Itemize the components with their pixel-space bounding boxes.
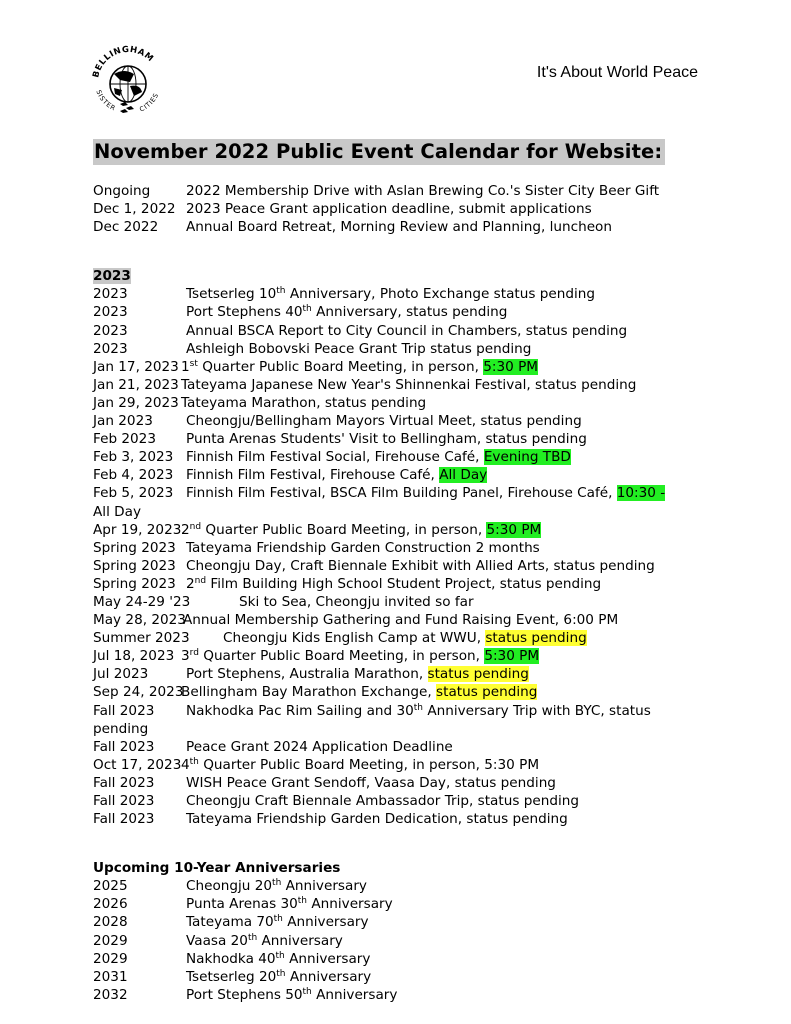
anniversary-text: Port Stephens 50th Anniversary <box>186 986 398 1003</box>
event-text: 4th Quarter Public Board Meeting, in person, 5:30 PM <box>181 756 540 773</box>
event-date: Spring 2023 <box>93 575 176 592</box>
event-text: 1st Quarter Public Board Meeting, in person, 5:30 PM <box>181 358 539 375</box>
anniversary-text: Punta Arenas 30th Anniversary <box>186 896 393 913</box>
event-date: Jul 18, 2023 <box>93 648 175 665</box>
event-text: Tateyama Friendship Garden Dedication, status pending <box>186 811 568 828</box>
event-text: Nakhodka Pac Rim Sailing and 30th Anniversary Trip with BYC, status <box>186 702 651 719</box>
time-highlight: Evening TBD <box>483 449 571 466</box>
event-date: Feb 2023 <box>93 431 156 448</box>
list-item <box>93 182 703 200</box>
event-text: 2022 Membership Drive with Aslan Brewing Co.'s Sister City Beer Gift <box>186 183 660 199</box>
event-text: 2023 Peace Grant application deadline, submit applications <box>186 201 592 218</box>
list-item <box>93 303 703 321</box>
list-item <box>93 611 703 629</box>
event-text: Tateyama Friendship Garden Construction 2 months <box>186 539 540 556</box>
event-text: Cheongju Kids English Camp at WWU, status pending <box>223 630 587 647</box>
section-title: 2023 <box>93 268 131 285</box>
anniversary-year: 2029 <box>93 932 128 949</box>
event-date: 2023 <box>93 340 128 357</box>
list-item <box>93 647 703 665</box>
event-text-continued: All Day <box>93 503 142 520</box>
list-item <box>93 466 703 484</box>
event-date: 2023 <box>93 304 128 321</box>
anniversary-year: 2028 <box>93 914 128 931</box>
event-text: 3rd Quarter Public Board Meeting, in person, 5:30 PM <box>181 648 540 665</box>
event-date: 2023 <box>93 286 128 303</box>
section-heading-anniversaries <box>93 859 703 877</box>
logo-bottom-left-text: SISTER <box>94 88 118 113</box>
status-highlight: status pending <box>427 666 529 683</box>
list-item <box>93 557 703 575</box>
event-text: Cheongju/Bellingham Mayors Virtual Meet, status pending <box>186 413 582 430</box>
event-text: WISH Peace Grant Sendoff, Vaasa Day, status pending <box>186 774 556 791</box>
status-highlight: status pending <box>485 630 587 647</box>
list-item <box>93 738 703 756</box>
anniversary-year: 2029 <box>93 950 128 967</box>
list-item <box>93 575 703 593</box>
event-calendar <box>93 182 703 1004</box>
event-text: Finnish Film Festival, Firehouse Café, All Day <box>186 467 488 484</box>
section-title: Upcoming 10-Year Anniversaries <box>93 860 341 877</box>
event-text: Annual Board Retreat, Morning Review and Planning, luncheon <box>186 219 612 236</box>
list-item <box>93 810 703 828</box>
anniversary-text: Tateyama 70th Anniversary <box>186 914 369 931</box>
list-item <box>93 702 703 720</box>
time-highlight: 5:30 PM <box>486 521 542 538</box>
event-text: Finnish Film Festival Social, Firehouse Café, Evening TBD <box>186 449 571 466</box>
event-text: Peace Grant 2024 Application Deadline <box>186 738 453 755</box>
event-text: Tsetserleg 10th Anniversary, Photo Exchange status pending <box>186 286 596 303</box>
event-date: May 28, 2023 <box>93 612 186 629</box>
list-item <box>93 218 703 236</box>
time-highlight: 5:30 PM <box>483 358 539 375</box>
anniversary-text: Cheongju 20th Anniversary <box>186 878 367 895</box>
anniversary-text: Tsetserleg 20th Anniversary <box>186 968 372 985</box>
event-date: Apr 19, 2023 <box>93 521 182 538</box>
list-item <box>93 448 703 466</box>
list-item <box>93 521 703 539</box>
event-date: Fall 2023 <box>93 702 155 719</box>
event-text: 2nd Quarter Public Board Meeting, in person, 5:30 PM <box>181 521 542 538</box>
anniversary-year: 2026 <box>93 896 128 913</box>
list-item <box>93 986 703 1004</box>
list-item <box>93 285 703 303</box>
event-text: Bellingham Bay Marathon Exchange, status pending <box>181 684 538 701</box>
event-date: Dec 2022 <box>93 219 159 236</box>
anniversary-year: 2025 <box>93 878 128 895</box>
event-date: Fall 2023 <box>93 793 155 809</box>
event-date: Fall 2023 <box>93 774 155 791</box>
list-item <box>93 358 703 376</box>
list-item <box>93 913 703 931</box>
list-item <box>93 792 703 810</box>
list-item <box>93 394 703 412</box>
event-text: Ashleigh Bobovski Peace Grant Trip status pending <box>186 340 532 357</box>
event-text: Tateyama Japanese New Year's Shinnenkai Festival, status pending <box>181 376 637 393</box>
logo-bottom-right-text: CITIES <box>138 91 161 114</box>
event-text: Tateyama Marathon, status pending <box>181 394 427 411</box>
event-text: Annual BSCA Report to City Council in Chambers, status pending <box>186 322 628 339</box>
time-highlight: 5:30 PM <box>484 648 540 665</box>
status-highlight: status pending <box>436 684 538 701</box>
event-date: Jan 2023 <box>93 413 153 430</box>
event-text-continued: pending <box>93 720 149 737</box>
list-item <box>93 950 703 968</box>
list-item <box>93 200 703 218</box>
event-text: Punta Arenas Students' Visit to Bellingham, status pending <box>186 431 587 448</box>
event-date: Spring 2023 <box>93 557 176 574</box>
list-item <box>93 376 703 394</box>
event-date: May 24-29 '23 <box>93 593 191 610</box>
event-date: Oct 17, 2023 <box>93 756 182 773</box>
list-item <box>93 756 703 774</box>
anniversary-year: 2031 <box>93 968 128 985</box>
list-item <box>93 683 703 701</box>
event-date: Feb 5, 2023 <box>93 485 174 502</box>
section-heading-2023 <box>93 267 703 285</box>
list-item <box>93 968 703 986</box>
list-item <box>93 774 703 792</box>
event-date: Feb 4, 2023 <box>93 467 174 484</box>
event-date: 2023 <box>93 322 128 339</box>
event-date: Jan 29, 2023 <box>93 394 179 411</box>
event-text: Annual Membership Gathering and Fund Raising Event, 6:00 PM <box>183 612 619 629</box>
event-text: Cheongju Day, Craft Biennale Exhibit with Allied Arts, status pending <box>186 557 655 574</box>
event-date: Jan 17, 2023 <box>93 358 179 375</box>
anniversary-year: 2032 <box>93 986 128 1003</box>
list-item <box>93 484 703 502</box>
logo-top-text: BELLINGHAM <box>91 44 156 79</box>
anniversary-text: Vaasa 20th Anniversary <box>186 932 343 949</box>
list-item <box>93 322 703 340</box>
list-item-continuation <box>93 503 703 521</box>
event-date: Jul 2023 <box>93 666 149 683</box>
event-date: Jan 21, 2023 <box>93 376 179 393</box>
event-date: Spring 2023 <box>93 539 176 556</box>
time-highlight: All Day <box>439 467 488 484</box>
event-date: Feb 3, 2023 <box>93 449 174 466</box>
event-text: Port Stephens 40th Anniversary, status pending <box>186 304 508 321</box>
list-item <box>93 895 703 913</box>
event-text: Cheongju Craft Biennale Ambassador Trip, status pending <box>186 793 579 809</box>
list-item <box>93 340 703 358</box>
event-text: Ski to Sea, Cheongju invited so far <box>239 593 474 610</box>
list-item <box>93 593 703 611</box>
page-title: November 2022 Public Event Calendar for Website: <box>93 139 665 165</box>
event-date: Dec 1, 2022 <box>93 201 176 218</box>
list-item <box>93 665 703 683</box>
list-item <box>93 412 703 430</box>
list-item <box>93 629 703 647</box>
birds-icon <box>120 102 134 113</box>
list-item <box>93 430 703 448</box>
event-date: Ongoing <box>93 183 151 199</box>
event-text: 2nd Film Building High School Student Project, status pending <box>186 575 602 592</box>
anniversary-text: Nakhodka 40th Anniversary <box>186 950 371 967</box>
tagline: It's About World Peace <box>536 64 698 81</box>
list-item <box>93 539 703 557</box>
list-item <box>93 877 703 895</box>
list-item <box>93 932 703 950</box>
event-text: Port Stephens, Australia Marathon, status pending <box>186 666 529 683</box>
event-date: Fall 2023 <box>93 738 155 755</box>
event-date: Sep 24, 2023 <box>93 684 184 701</box>
bellingham-sister-cities-logo <box>84 38 172 118</box>
list-item-continuation <box>93 720 703 738</box>
event-date: Summer 2023 <box>93 630 190 647</box>
event-date: Fall 2023 <box>93 811 155 828</box>
event-text: Finnish Film Festival, BSCA Film Building Panel, Firehouse Café, 10:30 - <box>186 485 666 502</box>
time-highlight: 10:30 - <box>616 485 666 502</box>
